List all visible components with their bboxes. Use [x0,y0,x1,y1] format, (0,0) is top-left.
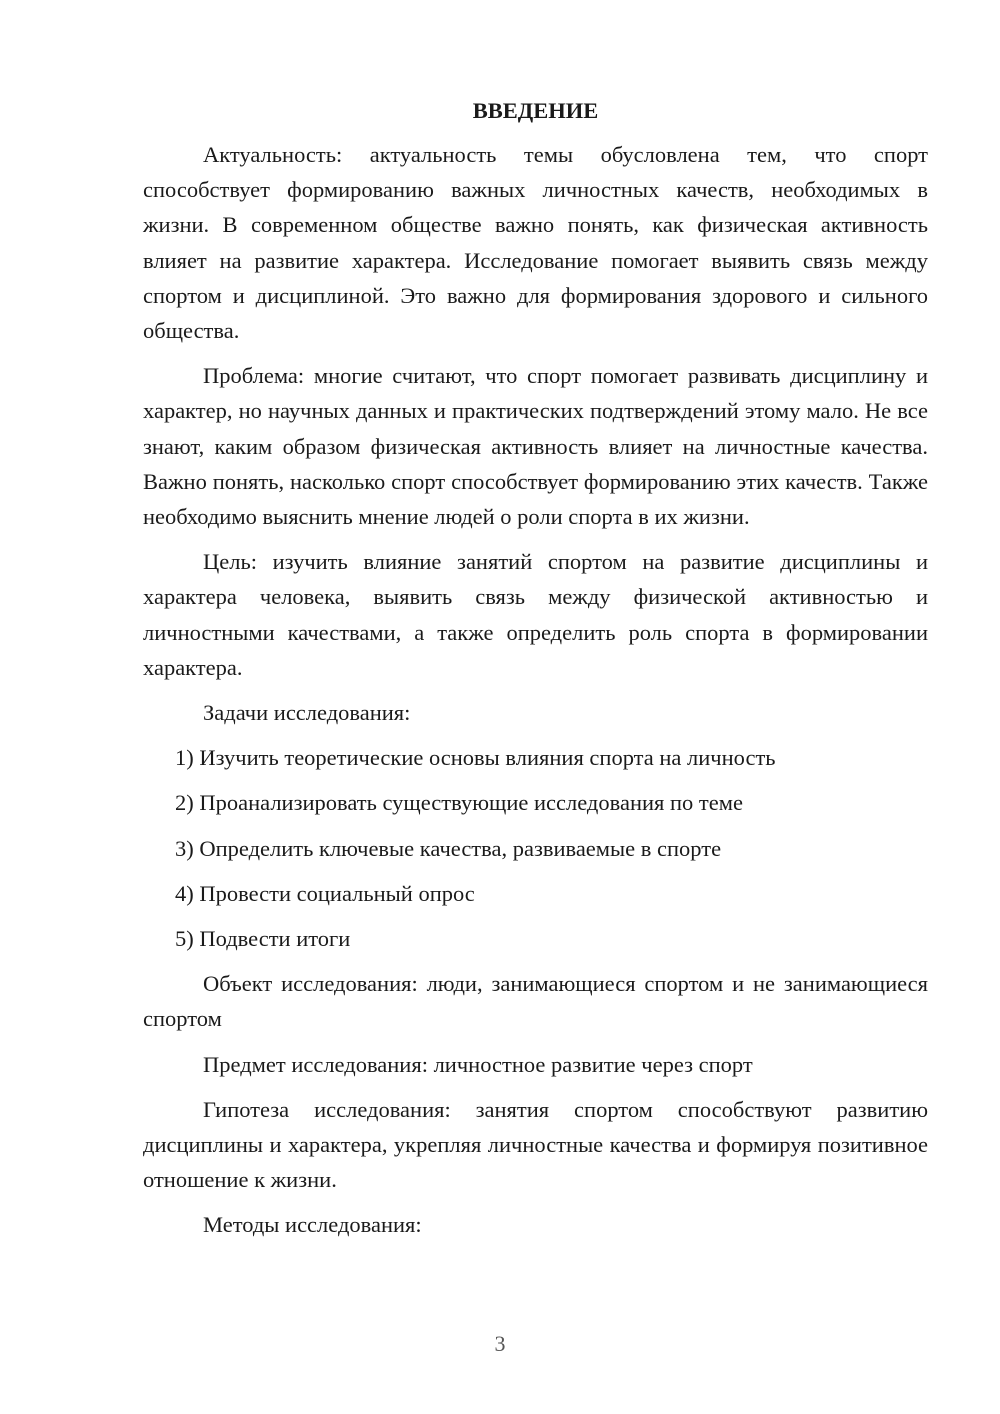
section-title: ВВЕДЕНИЕ [472,98,599,123]
tasks-list [143,740,928,956]
problem-paragraph: Проблема: многие считают, что спорт помогает развивать дисциплину и характер, но научных данных и практических подтверждений этому мало. Не все знают, каким образом физическая активность влияет на личностные качества. Важно понять, насколько спорт способствует формированию этих качеств. Также необходимо выяснить мнение людей о роли спорта в их жизни. [143,363,928,530]
methods-heading: Методы исследования: [203,1212,422,1238]
hypothesis-paragraph: Гипотеза исследования: занятия спортом способствуют развитию дисциплины и характера, укрепляя личностные качества и формируя позитивное отношение к жизни. [143,1096,928,1193]
list-item: 2) Проанализировать существующие исследования по теме [175,790,743,816]
object-paragraph: Объект исследования: люди, занимающиеся спортом и не занимающиеся спортом [143,971,928,1032]
goal-paragraph: Цель: изучить влияние занятий спортом на развитие дисциплины и характера человека, выявить связь между физической активностью и личностными качествами, а также определить роль спорта в формировании характера. [143,549,928,680]
subject-paragraph: Предмет исследования: личностное развитие через спорт [203,1051,753,1077]
page-content [143,95,928,1253]
list-item: 4) Провести социальный опрос [175,880,475,906]
tasks-heading: Задачи исследования: [203,700,411,726]
list-item: 5) Подвести итоги [175,926,351,952]
list-item: 1) Изучить теоретические основы влияния спорта на личность [175,745,776,771]
list-item: 3) Определить ключевые качества, развиваемые в спорте [175,835,722,861]
relevance-paragraph: Актуальность: актуальность темы обусловлена тем, что спорт способствует формированию важных личностных качеств, необходимых в жизни. В современном обществе важно понять, как физическая активность влияет на развитие характера. Исследование помогает выявить связь между спортом и дисциплиной. Это важно для формирования здорового и сильного общества. [143,142,928,344]
page-number: 3 [494,1331,506,1356]
